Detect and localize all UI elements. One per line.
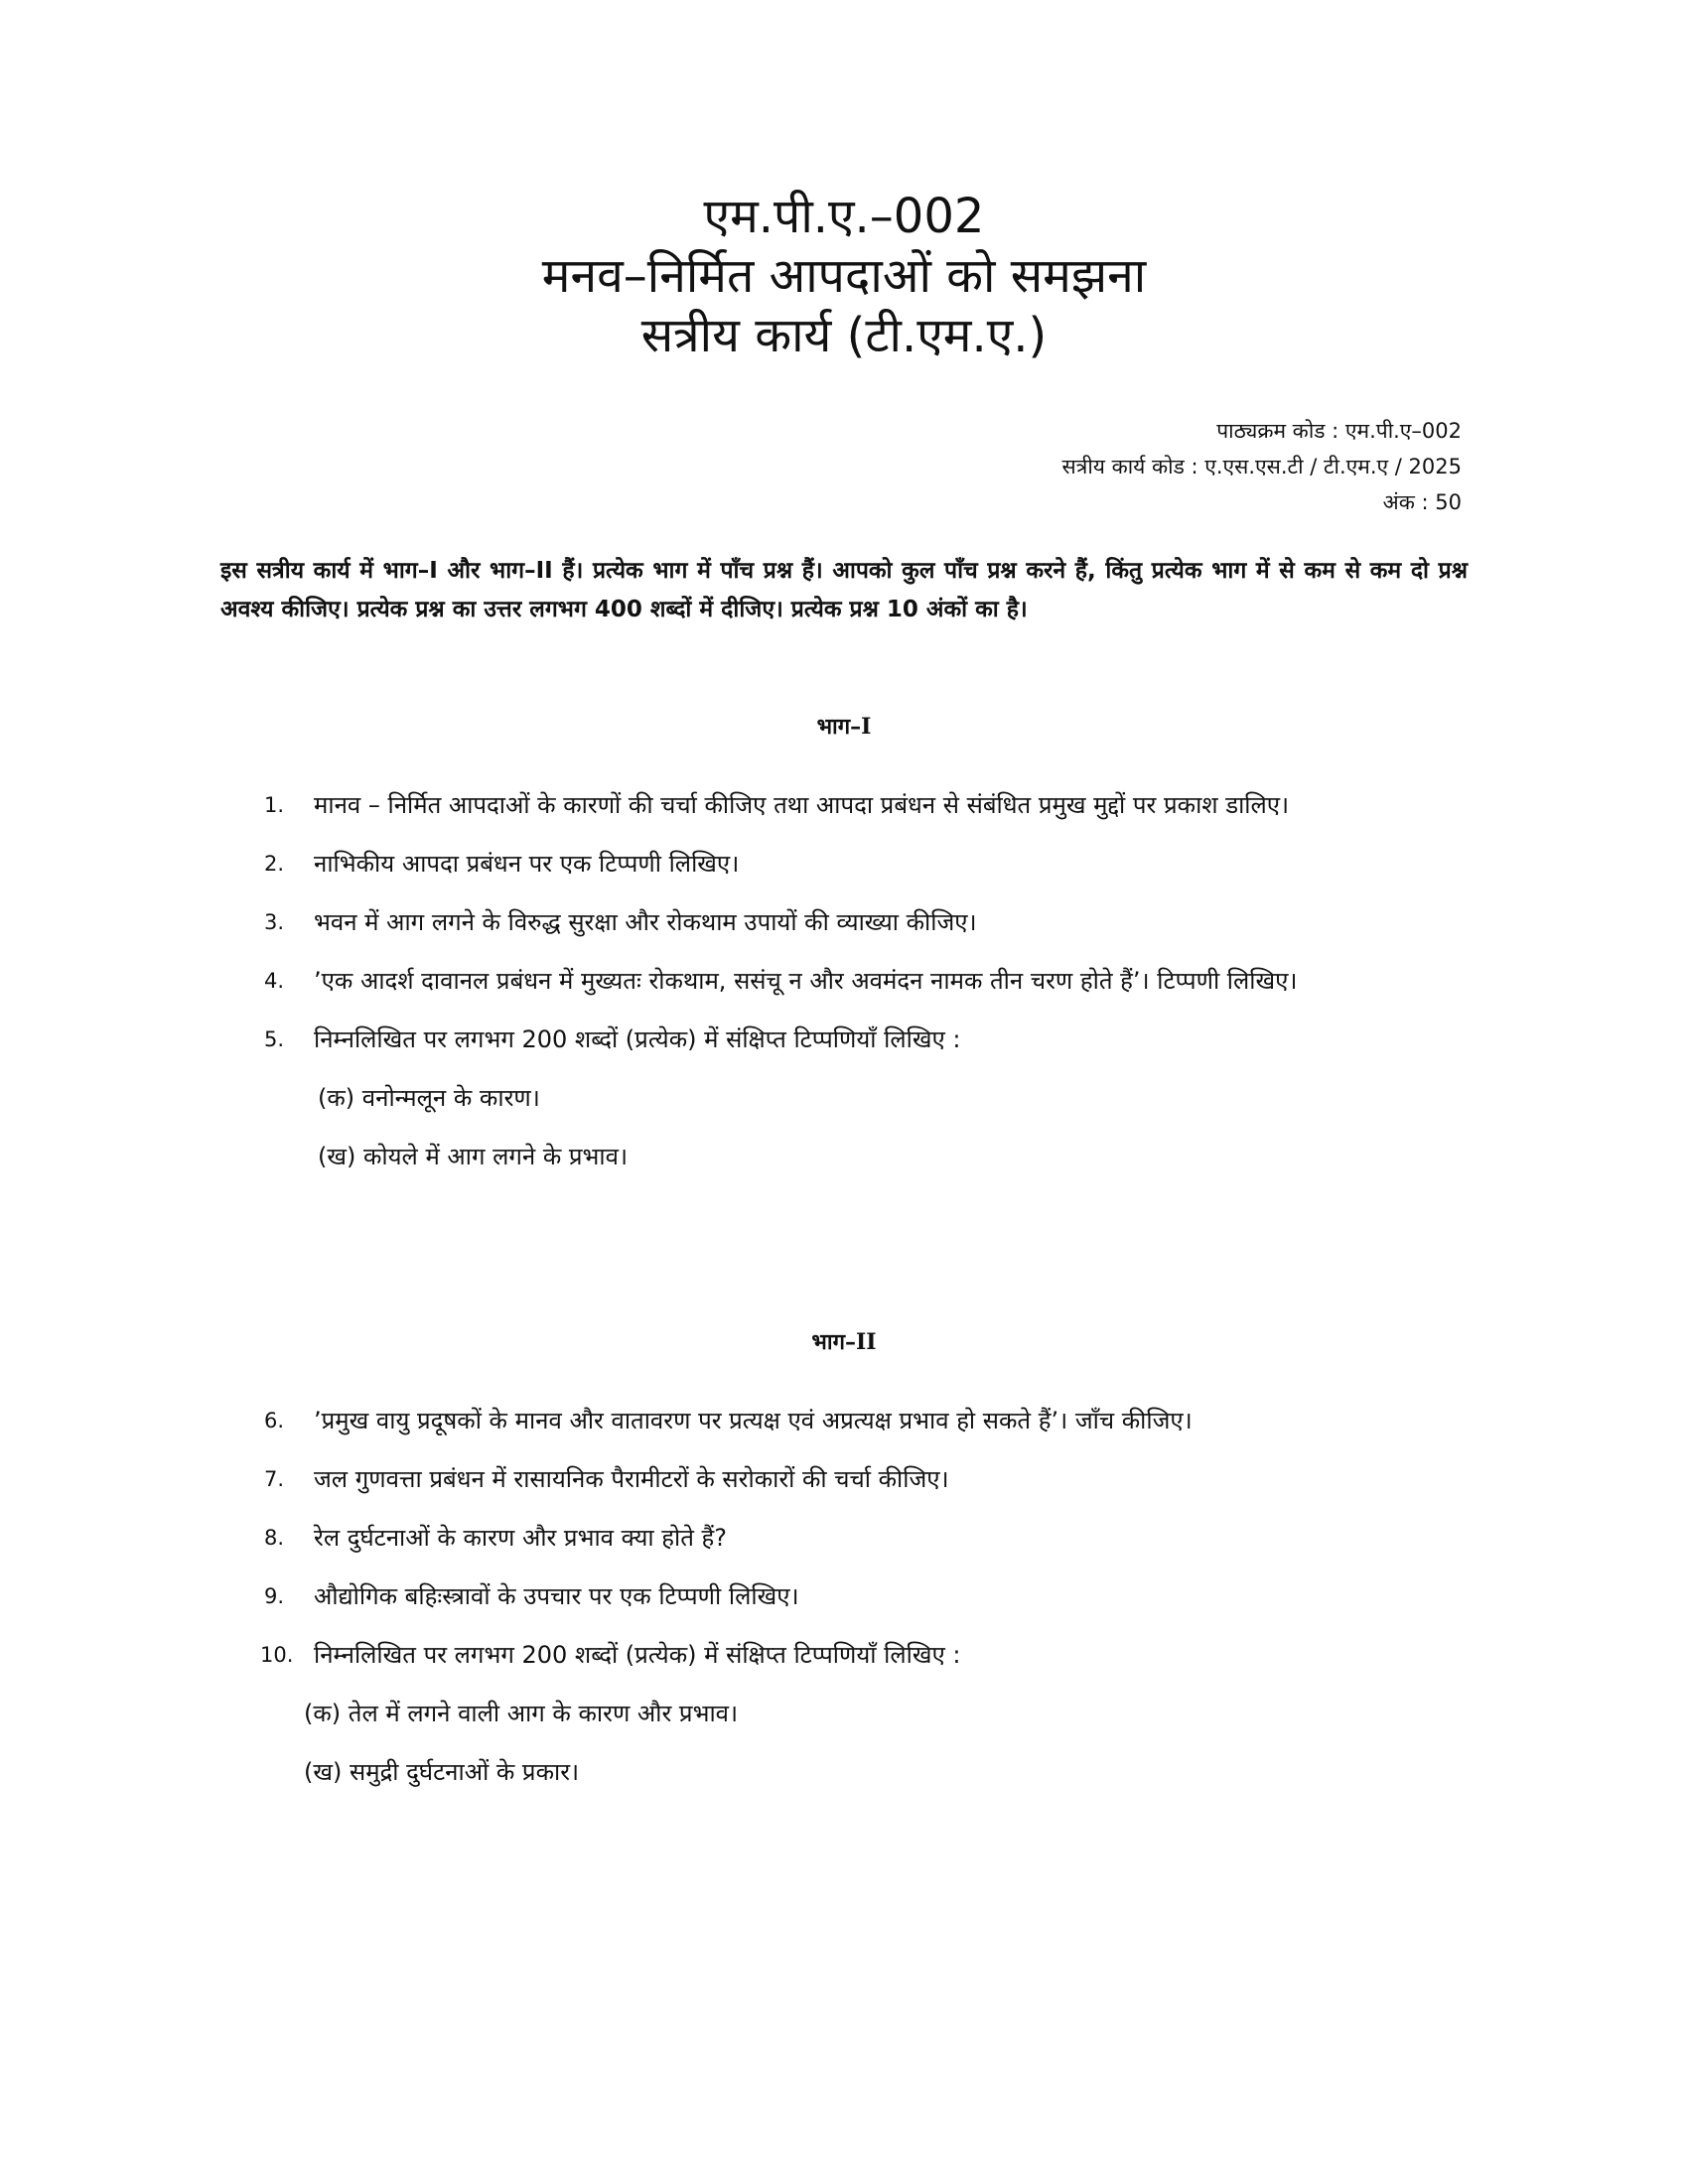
question-item: [260, 1568, 1452, 1626]
question-text: ’प्रमुख वायु प्रदूषकों के मानव और वातावरण पर प्रत्यक्ष एवं अप्रत्यक्ष प्रभाव हो सकते हैं’। जाँच कीजिए।: [314, 1407, 1193, 1434]
question-number: 4.: [264, 969, 285, 993]
question-number: 5.: [264, 1027, 285, 1051]
question-item: [260, 1509, 1452, 1568]
sub-question-item: (ख) कोयले में आग लगने के प्रभाव।: [318, 1143, 629, 1170]
question-number: 2.: [264, 852, 285, 876]
course-code-line: पाठ्यक्रम कोड : एम.पी.ए–002: [1216, 419, 1462, 443]
question-item: [260, 893, 1452, 952]
part1-question-list: [260, 776, 1452, 1186]
question-text: मानव – निर्मित आपदाओं के कारणों की चर्चा कीजिए तथा आपदा प्रबंधन से संबंधित प्रमुख मुद्दों पर प्रकाश डालिए।: [314, 791, 1290, 819]
part1-heading: भाग–I: [816, 714, 872, 740]
question-text: जल गुणवत्ता प्रबंधन में रासायनिक पैरामीटरों के सरोकारों की चर्चा कीजिए।: [314, 1465, 949, 1493]
question-item: [260, 1392, 1452, 1450]
meta-block: [1062, 413, 1462, 520]
question-item: [260, 1450, 1452, 1509]
question-text: निम्नलिखित पर लगभग 200 शब्दों (प्रत्येक) में संक्षिप्त टिप्पणियाँ लिखिए :: [314, 1641, 961, 1669]
question-number: 10.: [260, 1643, 294, 1667]
course-name-title: मनव–निर्मित आपदाओं को समझना: [541, 248, 1147, 304]
question-text: निम्नलिखित पर लगभग 200 शब्दों (प्रत्येक) में संक्षिप्त टिप्पणियाँ लिखिए :: [314, 1025, 961, 1053]
question-number: 9.: [264, 1584, 285, 1608]
title-block: [0, 187, 1688, 365]
part2-question-list: [260, 1392, 1452, 1802]
sub-question-item: (क) तेल में लगने वाली आग के कारण और प्रभाव।: [304, 1700, 739, 1727]
question-text: रेल दुर्घटनाओं के कारण और प्रभाव क्या होते हैं?: [314, 1524, 728, 1552]
question-text: ’एक आदर्श दावानल प्रबंधन में मुख्यतः रोकथाम, ससंचू न और अवमंदन नामक तीन चरण होते हैं’। टिप्पणी लिखिए।: [314, 967, 1298, 995]
question-number: 3.: [264, 910, 285, 934]
question-text: भवन में आग लगने के विरुद्ध सुरक्षा और रोकथाम उपायों की व्याख्या कीजिए।: [314, 908, 977, 936]
question-number: 7.: [264, 1467, 285, 1491]
assignment-code-line: सत्रीय कार्य कोड : ए.एस.एस.टी / टी.एम.ए / 2025: [1061, 455, 1462, 478]
question-item: [260, 952, 1452, 1011]
course-code-title: एम.पी.ए.–002: [703, 189, 985, 244]
question-item: [260, 835, 1452, 893]
question-item: [260, 1626, 1452, 1685]
sub-question-item: (ख) समुद्री दुर्घटनाओं के प्रकार।: [304, 1758, 580, 1786]
question-text: औद्योगिक बहिःस्त्रावों के उपचार पर एक टिप्पणी लिखिए।: [314, 1582, 799, 1610]
question-number: 1.: [264, 793, 285, 817]
question-item: [260, 1011, 1452, 1069]
question-number: 8.: [264, 1526, 285, 1550]
question-text: नाभिकीय आपदा प्रबंधन पर एक टिप्पणी लिखिए।: [314, 850, 740, 878]
question-number: 6.: [264, 1409, 285, 1433]
assignment-title: सत्रीय कार्य (टी.एम.ए.): [640, 308, 1048, 363]
question-item: [260, 776, 1452, 835]
sub-question-item: (क) वनोन्मलून के कारण।: [318, 1084, 540, 1112]
part2-heading: भाग–II: [811, 1329, 877, 1355]
marks-line: अंक : 50: [1382, 490, 1462, 514]
instructions-paragraph: इस सत्रीय कार्य में भाग–I और भाग–II हैं। प्रत्येक भाग में पाँच प्रश्न हैं। आपको कुल पाँच प्रश्न करने हैं, किंतु प्रत्येक भाग में से कम से कम दो प्रश्न अवश्य कीजिए। प्रत्येक प्रश्न का उत्तर लगभग 400 शब्दों में दीजिए। प्रत्येक प्रश्न 10 अंकों का है।: [220, 558, 1468, 622]
